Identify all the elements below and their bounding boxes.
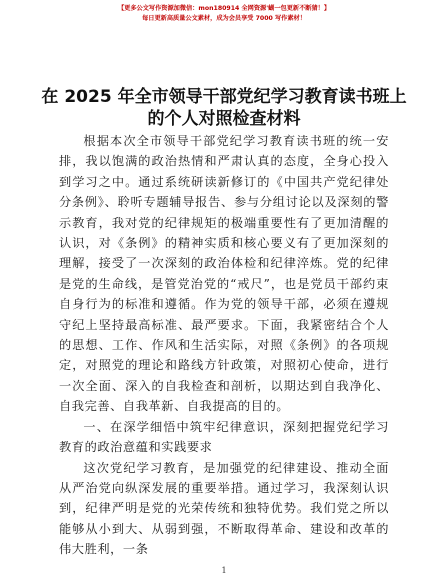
- page-number: 1: [221, 566, 227, 575]
- paragraph-intro: 根据本次全市领导干部党纪学习教育读书班的统一安排，我以饱满的政治热情和严肃认真的态度，全身心投入到学习之中。通过系统研读新修订的《中国共产党纪律处分条例》、聆听专题辅导报告、参与分组讨论以及深刻的警示教育，我对党的纪律规矩的极端重要性有了更加清醒的认识，对《条例》的精神实质和核心要义有了更加深刻的理解，接受了一次深刻的政治体检和纪律淬炼。党的纪律是党的生命线，是管党治党的“戒尺”，也是党员干部约束自身行为的标准和遵循。作为党的领导干部，必须在遵规守纪上坚持最高标准、最严要求。下面，我紧密结合个人的思想、工作、作风和生活实际，对照《条例》的各项规定，对照党的理论和路线方针政策，对照初心使命，进行一次全面、深入的自我检查和剖析，以期达到自我净化、自我完善、自我革新、自我提高的目的。: [59, 134, 389, 414]
- document-title-line-1: 在 2025 年全市领导干部党纪学习教育读书班上: [41, 87, 407, 107]
- document-title-line-2: 的个人对照检查材料: [147, 109, 301, 129]
- promo-banner-line-2: 每日更新高质量公文素材，成为会员享受 7000 写作素材！: [142, 15, 306, 22]
- promo-banner: [0, 4, 448, 24]
- promo-banner-line-1: 【更多公文写作资源加微信：mon180914 全网资源'蝴一包更新不断猜！】: [117, 5, 331, 12]
- section-heading: 一、在深学细悟中筑牢纪律意识，深刻把握党纪学习教育的政治意蕴和实践要求: [59, 419, 389, 455]
- paragraph-section-1: 这次党纪学习教育，是加强党的纪律建设、推动全面从严治党向纵深发展的重要举措。通过学习，我深刻认识到，纪律严明是党的光荣传统和独特优势。我们党之所以能够从小到大、从弱到强，不断取得革命、建设和改革的伟大胜利，一条: [59, 460, 389, 557]
- document-body: [59, 131, 389, 560]
- document-title: [40, 86, 408, 130]
